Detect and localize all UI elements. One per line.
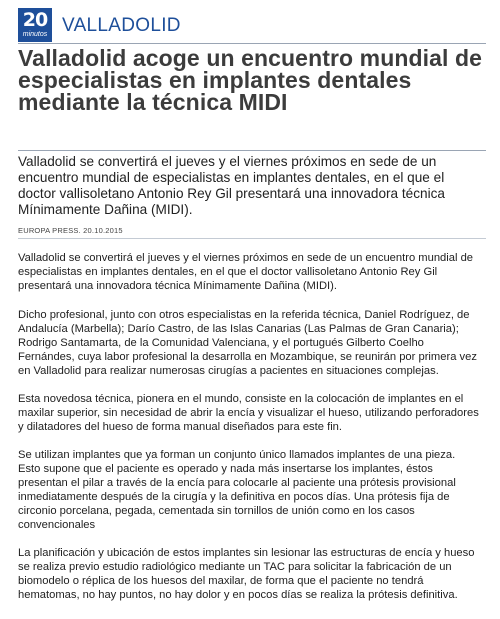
article-headline: Valladolid acoge un encuentro mundial de especialistas en implantes dentales mediante la técnica MIDI	[18, 45, 483, 115]
masthead-divider	[18, 43, 486, 44]
body-paragraph: Valladolid se convertirá el jueves y el viernes próximos en sede de un encuentro mundial de especialistas en implantes dentales, en el que el doctor vallisoletano Antonio Rey Gil presentará una innovadora técnica Mínimamente Dañina (MIDI).	[18, 252, 474, 292]
body-paragraph: Dicho profesional, junto con otros especialistas en la referida técnica, Daniel Rodríguez, de Andalucía (Marbella); Darío Castro, de las Islas Canarias (Las Palmas de Gran Canaria); Rodrigo Santamarta, de la Comunidad Valenciana, y el portugués Gilberto Coelho Fernándes, cuya labor profesional la desarrolla en Mozambique, se reunirán por primera vez en Valladolid para realizar numerosas cirugías a pacientes en situaciones complejas.	[18, 309, 477, 377]
article-lead: Valladolid se convertirá el jueves y el viernes próximos en sede de un encuentro mundial de especialistas en implantes dentales, en el que el doctor vallisoletano Antonio Rey Gil presentará una innovadora técnica Mínimamente Dañina (MIDI).	[18, 154, 445, 217]
masthead	[18, 8, 488, 44]
body-paragraph: Se utilizan implantes que ya forman un conjunto único llamados implantes de una pieza. Esto supone que el paciente es operado y nada más insertarse los implantes, éstos presentan el pilar a través de la encía para colocarle al paciente una prótesis provisional inmediatamente después de la cirugía y la definitiva en pocos días. Una prótesis fija de circonio porcelana, pegada, cementada sin tornillos de unión como en los casos convencionales	[18, 449, 456, 531]
body-paragraph: Esta novedosa técnica, pionera en el mundo, consiste en la colocación de implantes en el maxilar superior, sin necesidad de abrir la encía y visualizar el hueso, utilizando perforadores y dilatadores del hueso de forma manual diseñados para este fin.	[18, 393, 479, 433]
article-byline: EUROPA PRESS. 20.10.2015	[18, 226, 123, 235]
byline-divider	[18, 238, 486, 239]
section-title: VALLADOLID	[62, 15, 181, 36]
headline-divider	[18, 150, 486, 151]
article-body	[18, 251, 480, 616]
body-paragraph: La planificación y ubicación de estos implantes sin lesionar las estructuras de encía y hueso se realiza previo estudio radiológico mediante un TAC para solicitar la fabricación de un biomodelo o réplica de los huesos del maxilar, de forma que el paciente no tendrá hematomas, no hay puntos, no hay dolor y en pocos días se realiza la prótesis definitiva.	[18, 547, 475, 601]
logo-number: 20	[22, 9, 48, 31]
20minutos-logo	[18, 8, 52, 42]
logo-word: minutos	[22, 31, 48, 38]
